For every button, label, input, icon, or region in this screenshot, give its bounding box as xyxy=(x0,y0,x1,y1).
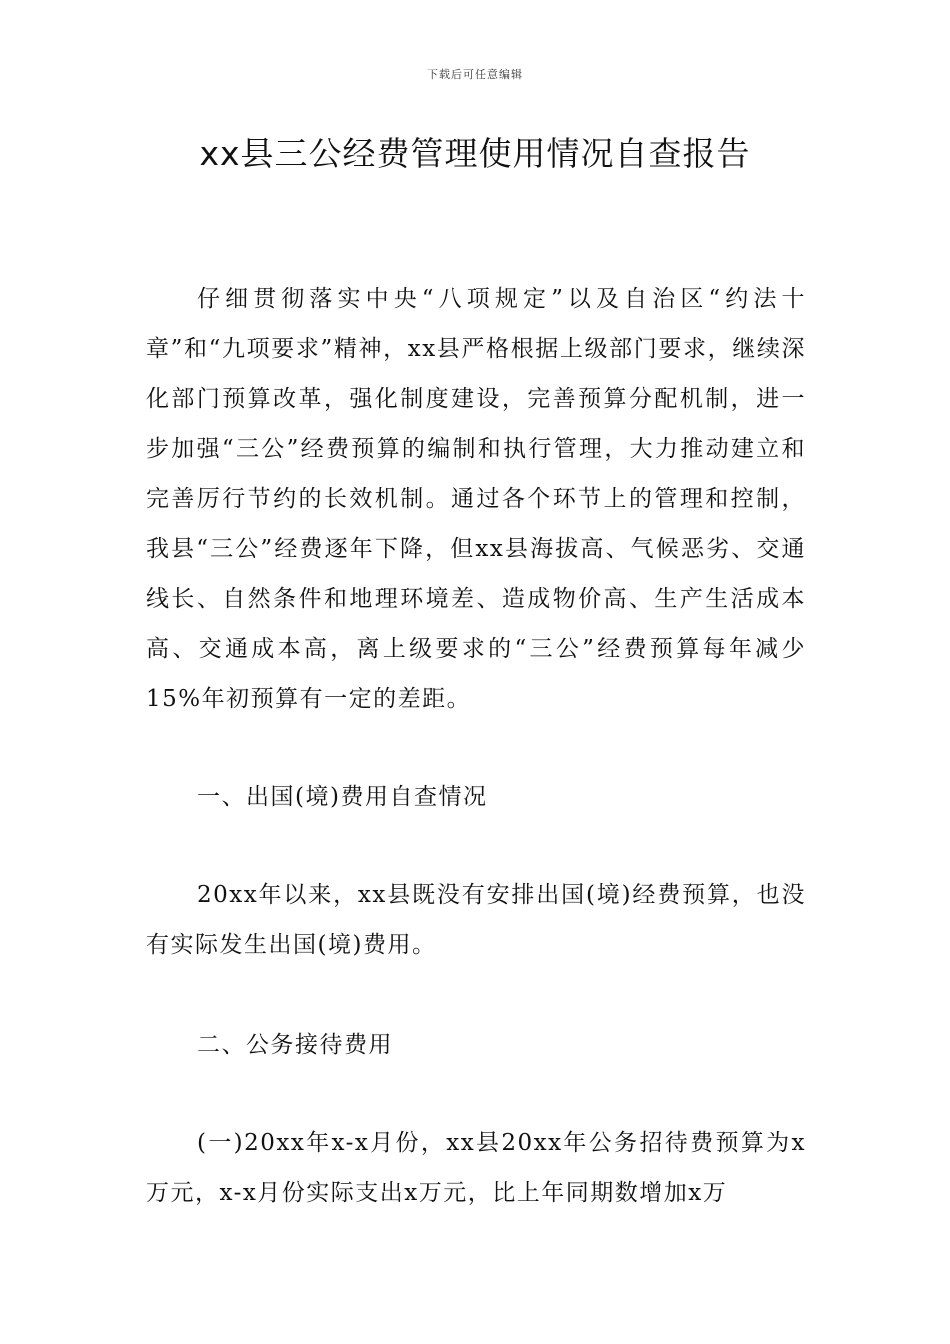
section-2-paragraph: (一)20xx年x-x月份，xx县20xx年公务招待费预算为x万元，x-x月份实际支出x万元，比上年同期数增加x万 xyxy=(146,1130,806,1206)
header-note: 下载后可任意编辑 xyxy=(427,68,523,81)
document-title: xx县三公经费管理使用情况自查报告 xyxy=(199,134,751,173)
intro-paragraph: 仔细贯彻落实中央“八项规定”以及自治区“约法十章”和“九项要求”精神，xx县严格根据上级部门要求，继续深化部门预算改革，强化制度建设，完善预算分配机制，进一步加强“三公”经费预算的编制和执行管理，大力推动建立和完善厉行节约的长效机制。通过各个环节上的管理和控制，我县“三公”经费逐年下降，但xx县海拔高、气候恶劣、交通线长、自然条件和地理环境差、造成物价高、生产生活成本高、交通成本高，离上级要求的“三公”经费预算每年减少15%年初预算有一定的差距。 xyxy=(146,286,806,712)
section-1-paragraph: 20xx年以来，xx县既没有安排出国(境)经费预算，也没有实际发生出国(境)费用。 xyxy=(146,882,806,958)
section-heading-1: 一、出国(境)费用自查情况 xyxy=(197,784,488,810)
section-heading-2: 二、公务接待费用 xyxy=(197,1032,393,1058)
